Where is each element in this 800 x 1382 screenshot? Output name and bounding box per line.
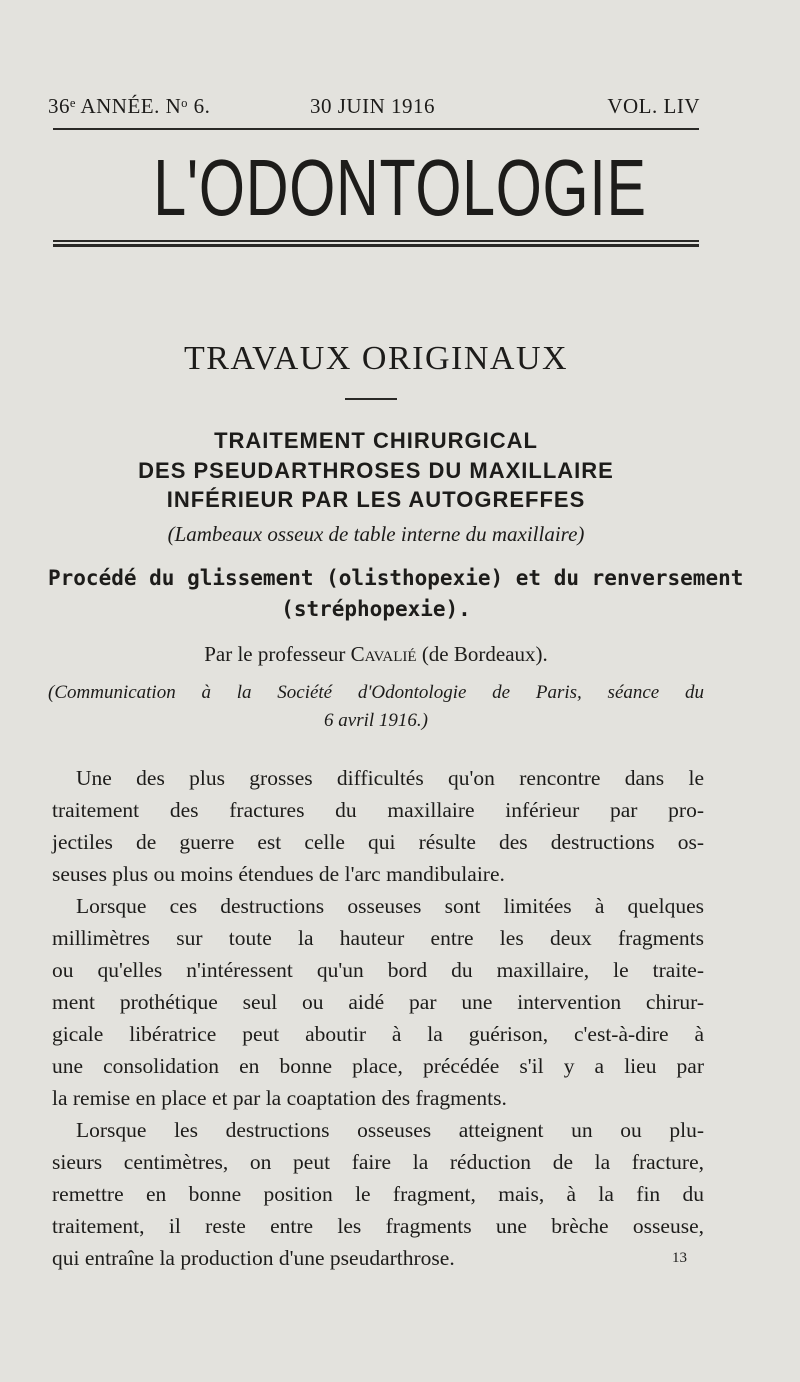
body-line: Lorsque les destructions osseuses atteignent un ou plu- [76, 1118, 704, 1142]
body-line: qui entraîne la production d'une pseudarthrose. [52, 1246, 455, 1270]
page-number: 13 [672, 1250, 687, 1266]
author-affiliation: (de Bordeaux). [421, 642, 548, 666]
body-line: jectiles de guerre est celle qui résulte des destructions os- [52, 830, 704, 854]
article-title-line: TRAITEMENT CHIRURGICAL [214, 428, 538, 453]
body-line: traitement des fractures du maxillaire inférieur par pro- [52, 798, 704, 822]
header-rule [53, 128, 699, 130]
procedure-title-line: Procédé du glissement (olisthopexie) et du renversement [48, 566, 744, 590]
body-line: ment prothétique seul ou aidé par une intervention chirur- [52, 990, 704, 1014]
issue-date: 30 JUIN 1916 [310, 94, 435, 118]
journal-title: L'ODONTOLOGIE [153, 143, 647, 232]
running-head [48, 94, 700, 124]
title-double-rule [53, 240, 699, 247]
section-title: TRAVAUX ORIGINAUX [183, 340, 569, 377]
body-line: remettre en bonne position le fragment, mais, à la fin du [52, 1182, 704, 1206]
article-subtitle: (Lambeaux osseux de table interne du maxillaire) [167, 522, 585, 546]
body-line: Lorsque ces destructions osseuses sont limitées à quelques [76, 894, 704, 918]
body-line: une consolidation en bonne place, précédée s'il y a lieu par [52, 1054, 704, 1078]
author-prefix: Par le professeur [204, 642, 346, 666]
communication-line: 6 avril 1916.) [324, 710, 428, 731]
author-line [0, 642, 752, 667]
communication-line: (Communication à la Société d'Odontologie de Paris, séance du [48, 682, 704, 703]
body-line: gicale libératrice peut aboutir à la guérison, c'est-à-dire à [52, 1022, 704, 1046]
procedure-title-line: (stréphopexie). [281, 597, 471, 621]
body-line: Une des plus grosses difficultés qu'on rencontre dans le [76, 766, 704, 790]
body-line: la remise en place et par la coaptation des fragments. [52, 1086, 507, 1110]
author-name: Cavalié [350, 642, 417, 666]
body-line: ou qu'elles n'intéressent qu'un bord du maxillaire, le traite- [52, 958, 704, 982]
issue-info: 36ᵉ ANNÉE. Nᵒ 6. [48, 94, 211, 118]
body-line: seuses plus ou moins étendues de l'arc mandibulaire. [52, 862, 505, 886]
body-line: sieurs centimètres, on peut faire la réduction de la fracture, [52, 1150, 704, 1174]
article-title-line: INFÉRIEUR PAR LES AUTOGREFFES [166, 487, 586, 512]
body-line: traitement, il reste entre les fragments une brèche osseuse, [52, 1214, 704, 1238]
article-title-line: DES PSEUDARTHROSES DU MAXILLAIRE [138, 458, 614, 483]
volume-info: VOL. LIV [607, 94, 700, 118]
body-line: millimètres sur toute la hauteur entre les deux fragments [52, 926, 704, 950]
section-divider [345, 398, 397, 400]
